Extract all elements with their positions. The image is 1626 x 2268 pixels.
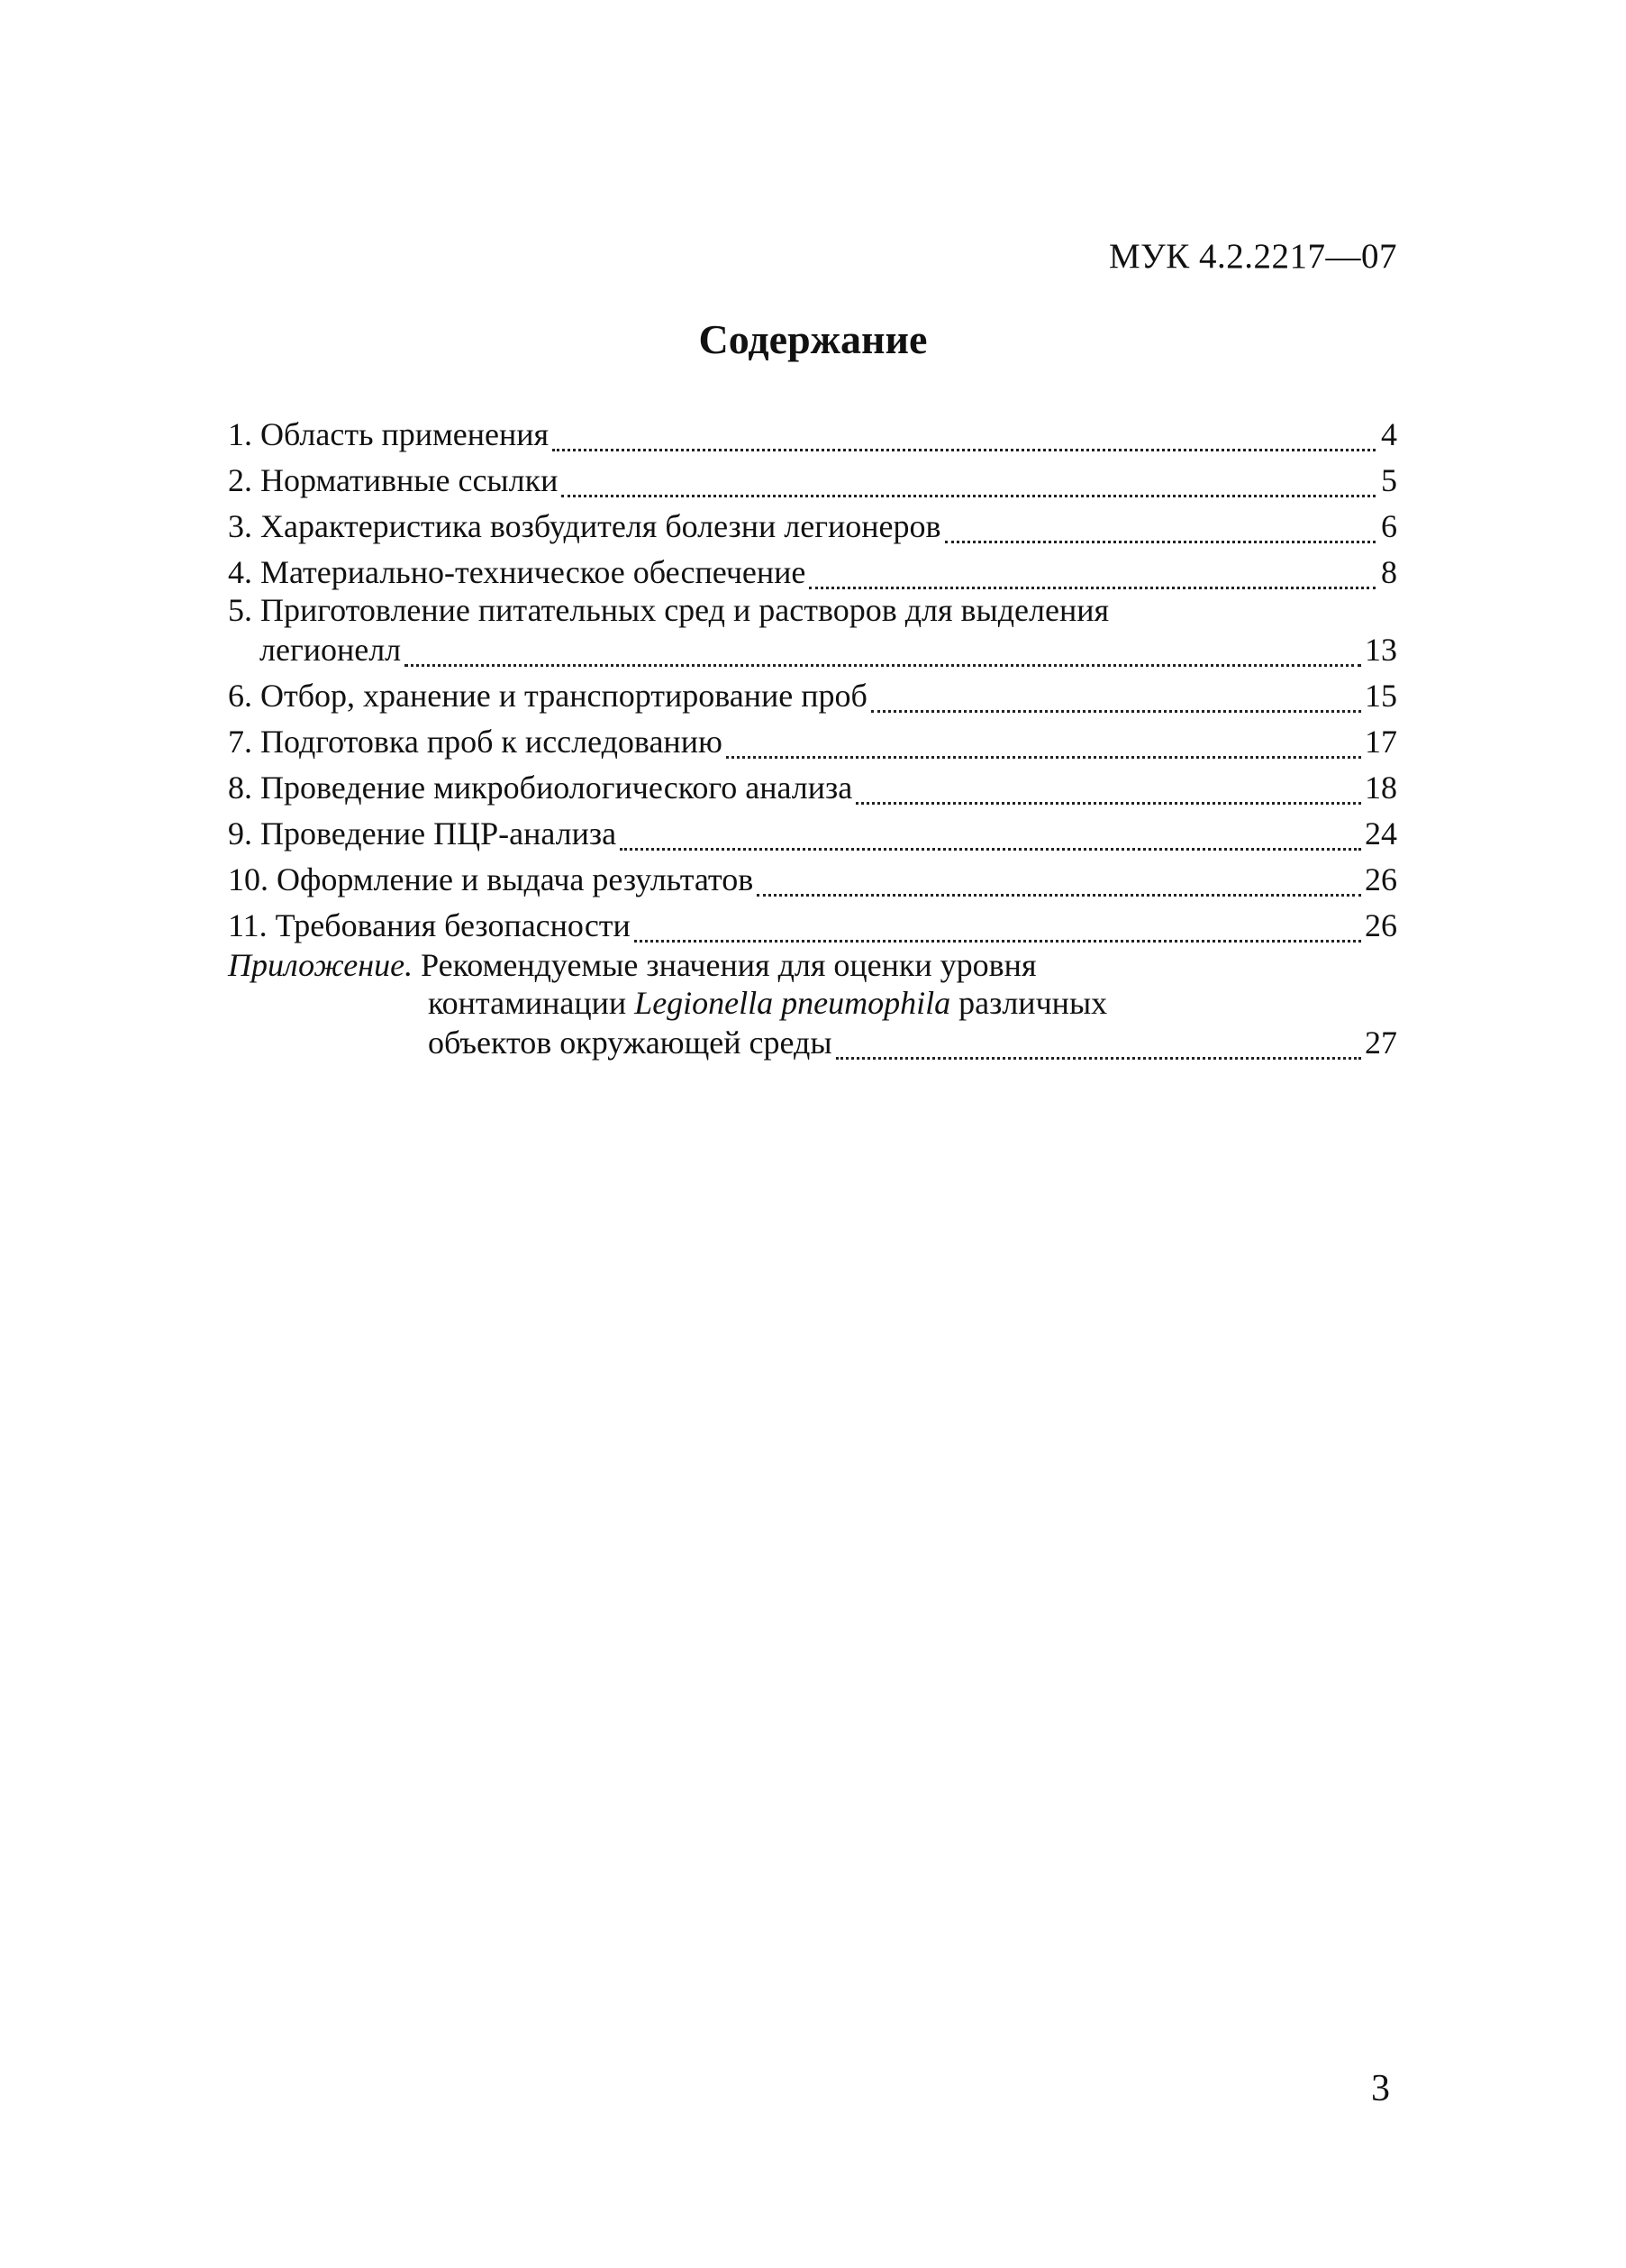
toc-entry-label: 2. Нормативные ссылки	[228, 462, 559, 498]
toc-entry-page: 18	[1365, 770, 1397, 806]
toc-entry-page: 15	[1365, 678, 1397, 714]
toc-entry-4	[228, 545, 1397, 591]
toc-entry-10	[228, 852, 1397, 898]
toc-leader-dots	[757, 861, 1361, 897]
toc-entry-label: 8. Проведение микробиологического анализа	[228, 770, 853, 806]
toc-leader-dots	[809, 554, 1376, 589]
toc-entry-page: 26	[1365, 861, 1397, 897]
toc-entry-label: 5. Приготовление питательных сред и растворов для выделения	[228, 592, 1110, 628]
toc-leader-dots	[945, 508, 1376, 543]
toc-entry-page: 6	[1381, 508, 1397, 544]
toc-entry-page: 24	[1365, 815, 1397, 852]
appendix-line-3: объектов окружающей среды	[428, 1025, 832, 1061]
toc-leader-dots	[561, 462, 1376, 497]
appendix-line-2-start: контаминации	[428, 985, 627, 1021]
toc-entry-3	[228, 499, 1397, 545]
appendix-species: Legionella pneumophila	[634, 985, 951, 1021]
toc-entry-label-continued: легионелл	[259, 632, 402, 668]
toc-entry-page: 26	[1365, 907, 1397, 943]
toc-entry-7	[228, 715, 1397, 761]
toc-leader-dots	[836, 1025, 1361, 1060]
toc-entry-label: 11. Требования безопасности	[228, 907, 631, 943]
appendix-line-2-end: различных	[958, 985, 1108, 1021]
toc-entry-page: 4	[1381, 416, 1397, 452]
toc-leader-dots	[871, 678, 1361, 713]
toc-entry-label: 3. Характеристика возбудителя болезни легионеров	[228, 508, 941, 544]
toc-leader-dots	[856, 770, 1361, 805]
toc-leader-dots	[634, 907, 1361, 943]
appendix-line-1: Рекомендуемые значения для оценки уровня	[421, 947, 1037, 983]
toc-appendix-entry	[228, 946, 1397, 1061]
toc-entry-6	[228, 669, 1397, 715]
toc-entry-page: 17	[1365, 724, 1397, 760]
page-number: 3	[1371, 2068, 1390, 2109]
table-of-contents	[228, 407, 1397, 1061]
toc-entry-label: 9. Проведение ПЦР-анализа	[228, 815, 617, 852]
toc-leader-dots	[726, 724, 1361, 759]
toc-entry-9	[228, 806, 1397, 852]
toc-leader-dots	[552, 416, 1376, 451]
toc-entry-page: 8	[1381, 554, 1397, 590]
toc-entry-1	[228, 407, 1397, 453]
toc-entry-page: 13	[1365, 632, 1397, 668]
page-title: Содержание	[698, 316, 928, 362]
toc-entry-label: 6. Отбор, хранение и транспортирование проб	[228, 678, 868, 714]
toc-entry-label: 7. Подготовка проб к исследованию	[228, 724, 722, 760]
toc-entry-11	[228, 898, 1397, 944]
toc-leader-dots	[620, 815, 1361, 851]
toc-entry-5	[228, 591, 1397, 669]
toc-leader-dots	[404, 632, 1361, 667]
appendix-prefix: Приложение.	[228, 947, 413, 983]
appendix-page: 27	[1365, 1025, 1397, 1061]
toc-entry-8	[228, 761, 1397, 806]
toc-entry-label: 4. Материально-техническое обеспечение	[228, 554, 806, 590]
toc-entry-page: 5	[1381, 462, 1397, 498]
document-code: МУК 4.2.2217—07	[1108, 237, 1397, 276]
toc-entry-2	[228, 453, 1397, 499]
toc-entry-label: 1. Область применения	[228, 416, 550, 452]
toc-entry-label: 10. Оформление и выдача результатов	[228, 861, 754, 897]
